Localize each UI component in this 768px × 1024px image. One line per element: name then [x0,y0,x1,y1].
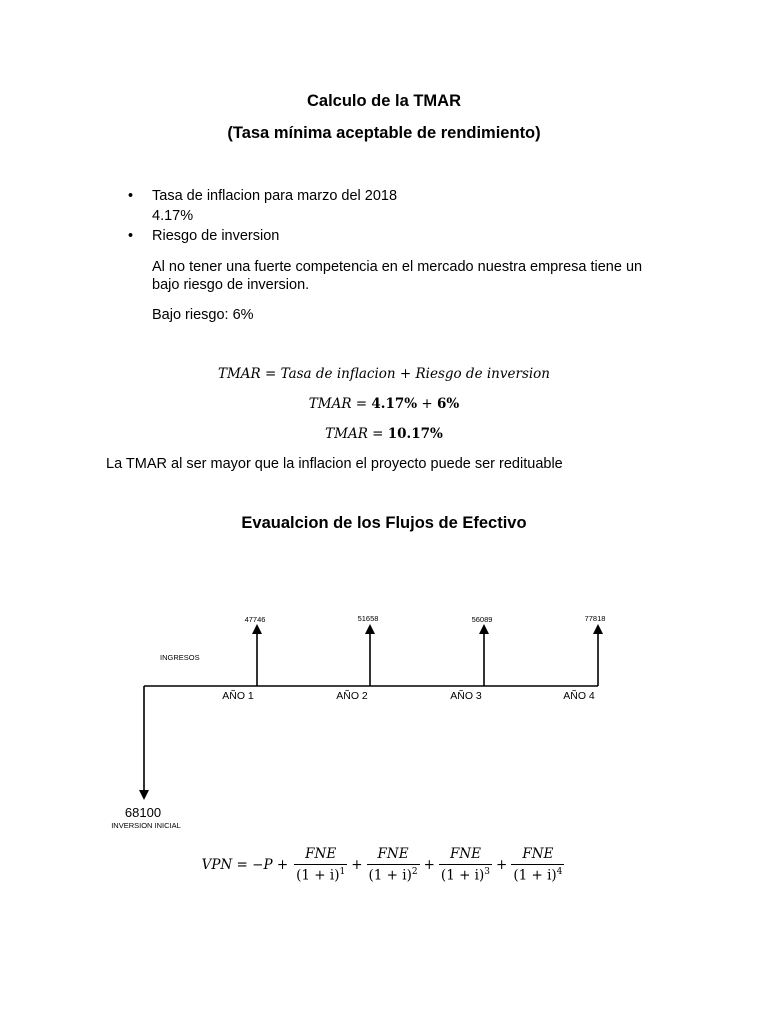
risk-label: Riesgo de inversion [152,228,280,244]
bullet-dot-1: • [128,188,134,204]
equation-3-value: 10.17% [387,426,443,442]
page-title: Calculo de la TMAR [306,92,462,110]
vpn-numerator: FNE [377,846,409,862]
vpn-denominator-base: (1 + i) [440,867,485,884]
vpn-numerator: FNE [305,846,337,862]
paragraph-line-1: Al no tener una fuerte competencia en el mercado nuestra empresa tiene un [152,259,643,275]
vpn-exponent: 2 [411,867,418,877]
cash-flow-value-2: 51658 [357,614,379,623]
cash-flow-arrow [479,624,489,686]
vpn-denominator-base: (1 + i) [296,867,340,884]
vpn-denominator-base: (1 + i) [513,867,557,884]
vpn-plus: + [423,856,435,873]
vpn-numerator: FNE [522,846,554,862]
bullet-dot-2: • [128,228,134,244]
year-label-3: AÑO 3 [450,690,482,702]
vpn-denominator [439,864,492,884]
equation-tmar-definition: TMAR = Tasa de inflacion + Riesgo de inversion [217,366,551,382]
inflation-value: 4.17% [152,208,194,224]
year-label-2: AÑO 2 [336,690,368,702]
cash-flow-arrow [365,624,375,686]
year-label-1: AÑO 1 [222,690,254,702]
equation-2-inflation: 4.17% [371,396,418,412]
vpn-term-4 [511,846,564,884]
vpn-numerator: FNE [449,846,481,862]
vpn-lhs: VPN = −P + [201,856,289,873]
equation-2-lhs: TMAR = [308,396,372,412]
vpn-denominator [367,864,420,884]
vpn-term-2 [367,846,420,884]
vpn-term-1 [294,846,347,884]
cash-flow-arrow [593,624,603,686]
vpn-exponent: 1 [339,867,346,877]
low-risk-text: Bajo riesgo: 6% [152,307,254,323]
inflation-label: Tasa de inflacion para marzo del 2018 [152,188,398,204]
year-label-4: AÑO 4 [563,690,595,702]
ingresos-label: INGRESOS [160,653,200,662]
cash-flow-diagram [0,600,768,840]
cash-flow-value-4: 77818 [584,614,606,623]
vpn-denominator-base: (1 + i) [368,867,412,884]
vpn-plus: + [351,856,363,873]
equation-2-risk: 6% [437,396,460,412]
cash-flow-arrow [252,624,262,686]
equation-tmar-values [0,396,768,412]
initial-investment-label: INVERSION INICIAL [111,821,181,830]
cash-flow-value-1: 47746 [244,615,266,624]
equation-tmar-result [0,426,768,442]
equation-2-plus: + [417,396,438,412]
initial-investment-arrow-head [139,790,149,800]
cash-flow-value-3: 56089 [471,615,493,624]
vpn-formula [0,846,768,884]
paragraph-line-2: bajo riesgo de inversion. [152,277,310,293]
vpn-denominator [511,864,564,884]
vpn-plus: + [496,856,508,873]
conclusion-text: La TMAR al ser mayor que la inflacion el proyecto puede ser redituable [106,456,563,472]
vpn-exponent: 4 [556,867,563,877]
equation-3-lhs: TMAR = [325,426,388,442]
vpn-denominator [294,864,347,884]
vpn-term-3 [439,846,492,884]
section-title-cash-flows: Evaualcion de los Flujos de Efectivo [241,514,527,532]
vpn-exponent: 3 [484,867,490,877]
initial-investment-value: 68100 [124,805,162,820]
page-subtitle: (Tasa mínima aceptable de rendimiento) [227,124,541,142]
